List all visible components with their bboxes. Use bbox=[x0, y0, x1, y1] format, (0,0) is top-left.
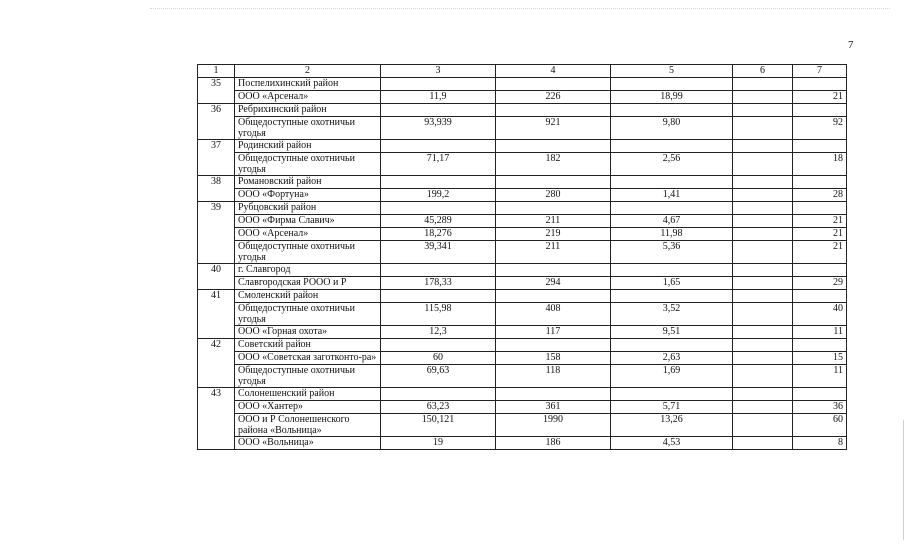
value-4-cell: 1990 bbox=[496, 414, 611, 437]
org-name-cell: ООО «Арсенал» bbox=[235, 228, 381, 241]
value-5-cell: 9,80 bbox=[611, 117, 733, 140]
value-5-cell: 11,98 bbox=[611, 228, 733, 241]
district-cell-5 bbox=[611, 290, 733, 303]
district-cell-5 bbox=[611, 140, 733, 153]
district-cell-4 bbox=[496, 140, 611, 153]
row-number: 39 bbox=[198, 202, 235, 264]
district-name: Романовский район bbox=[235, 176, 381, 189]
row-number: 41 bbox=[198, 290, 235, 339]
area-cell: 19 bbox=[381, 437, 496, 450]
org-name-cell: ООО «Советская заготконто-ра» bbox=[235, 352, 381, 365]
column-header-2: 2 bbox=[235, 65, 381, 78]
district-cell-4 bbox=[496, 104, 611, 117]
district-cell-7 bbox=[793, 140, 847, 153]
org-name-cell: ООО «Арсенал» bbox=[235, 91, 381, 104]
district-cell-7 bbox=[793, 339, 847, 352]
value-7-cell: 92 bbox=[793, 117, 847, 140]
table-row bbox=[198, 326, 847, 339]
district-cell-5 bbox=[611, 339, 733, 352]
table-row bbox=[198, 352, 847, 365]
table-row bbox=[198, 189, 847, 202]
area-cell: 199,2 bbox=[381, 189, 496, 202]
column-header-6: 6 bbox=[733, 65, 793, 78]
district-row bbox=[198, 176, 847, 189]
value-7-cell: 8 bbox=[793, 437, 847, 450]
value-6-cell bbox=[733, 303, 793, 326]
value-5-cell: 4,53 bbox=[611, 437, 733, 450]
area-cell: 45,289 bbox=[381, 215, 496, 228]
value-4-cell: 118 bbox=[496, 365, 611, 388]
district-cell-3 bbox=[381, 176, 496, 189]
value-7-cell: 40 bbox=[793, 303, 847, 326]
district-name: г. Славгород bbox=[235, 264, 381, 277]
district-cell-6 bbox=[733, 339, 793, 352]
page-number: 7 bbox=[848, 39, 854, 51]
table-row bbox=[198, 437, 847, 450]
district-cell-5 bbox=[611, 176, 733, 189]
table-row bbox=[198, 153, 847, 176]
value-5-cell: 2,63 bbox=[611, 352, 733, 365]
district-cell-5 bbox=[611, 78, 733, 91]
value-6-cell bbox=[733, 215, 793, 228]
district-row bbox=[198, 388, 847, 401]
district-cell-3 bbox=[381, 104, 496, 117]
row-number: 37 bbox=[198, 140, 235, 176]
area-cell: 93,939 bbox=[381, 117, 496, 140]
value-4-cell: 186 bbox=[496, 437, 611, 450]
org-name-cell: Славгородская РООО и Р bbox=[235, 277, 381, 290]
district-cell-3 bbox=[381, 78, 496, 91]
row-number: 43 bbox=[198, 388, 235, 450]
value-4-cell: 408 bbox=[496, 303, 611, 326]
district-cell-3 bbox=[381, 140, 496, 153]
value-4-cell: 921 bbox=[496, 117, 611, 140]
value-6-cell bbox=[733, 437, 793, 450]
value-6-cell bbox=[733, 241, 793, 264]
org-name-cell: ООО «Горная охота» bbox=[235, 326, 381, 339]
area-cell: 12,3 bbox=[381, 326, 496, 339]
value-6-cell bbox=[733, 414, 793, 437]
row-number: 38 bbox=[198, 176, 235, 202]
value-5-cell: 5,71 bbox=[611, 401, 733, 414]
value-7-cell: 15 bbox=[793, 352, 847, 365]
value-7-cell: 11 bbox=[793, 326, 847, 339]
table-row bbox=[198, 117, 847, 140]
district-row bbox=[198, 202, 847, 215]
table-row bbox=[198, 365, 847, 388]
district-cell-7 bbox=[793, 388, 847, 401]
district-cell-7 bbox=[793, 176, 847, 189]
column-header-3: 3 bbox=[381, 65, 496, 78]
value-4-cell: 117 bbox=[496, 326, 611, 339]
table-row bbox=[198, 277, 847, 290]
value-4-cell: 182 bbox=[496, 153, 611, 176]
value-6-cell bbox=[733, 117, 793, 140]
value-4-cell: 211 bbox=[496, 215, 611, 228]
value-6-cell bbox=[733, 352, 793, 365]
row-number: 35 bbox=[198, 78, 235, 104]
value-7-cell: 36 bbox=[793, 401, 847, 414]
value-6-cell bbox=[733, 189, 793, 202]
value-6-cell bbox=[733, 228, 793, 241]
district-name: Советский район bbox=[235, 339, 381, 352]
district-cell-3 bbox=[381, 290, 496, 303]
district-cell-6 bbox=[733, 104, 793, 117]
area-cell: 150,121 bbox=[381, 414, 496, 437]
area-cell: 11,9 bbox=[381, 91, 496, 104]
row-number: 36 bbox=[198, 104, 235, 140]
district-name: Поспелихинский район bbox=[235, 78, 381, 91]
value-7-cell: 11 bbox=[793, 365, 847, 388]
org-name-cell: ООО «Хантер» bbox=[235, 401, 381, 414]
district-cell-5 bbox=[611, 104, 733, 117]
district-cell-5 bbox=[611, 264, 733, 277]
district-cell-6 bbox=[733, 290, 793, 303]
value-7-cell: 29 bbox=[793, 277, 847, 290]
district-cell-6 bbox=[733, 264, 793, 277]
table-header-row bbox=[198, 65, 847, 78]
hunting-grounds-table bbox=[197, 64, 847, 450]
value-6-cell bbox=[733, 91, 793, 104]
value-7-cell: 21 bbox=[793, 241, 847, 264]
district-name: Рубцовский район bbox=[235, 202, 381, 215]
district-cell-3 bbox=[381, 202, 496, 215]
org-name-cell: ООО «Вольница» bbox=[235, 437, 381, 450]
district-cell-7 bbox=[793, 202, 847, 215]
org-name-cell: ООО «Фирма Славич» bbox=[235, 215, 381, 228]
district-cell-3 bbox=[381, 339, 496, 352]
table-row bbox=[198, 303, 847, 326]
table-row bbox=[198, 414, 847, 437]
table-row bbox=[198, 241, 847, 264]
value-5-cell: 1,69 bbox=[611, 365, 733, 388]
scan-artifact-top bbox=[150, 8, 890, 9]
column-header-4: 4 bbox=[496, 65, 611, 78]
district-name: Родинский район bbox=[235, 140, 381, 153]
district-name: Смоленский район bbox=[235, 290, 381, 303]
district-cell-4 bbox=[496, 202, 611, 215]
org-name-cell: ООО «Фортуна» bbox=[235, 189, 381, 202]
district-cell-6 bbox=[733, 176, 793, 189]
area-cell: 69,63 bbox=[381, 365, 496, 388]
district-cell-3 bbox=[381, 264, 496, 277]
value-6-cell bbox=[733, 153, 793, 176]
district-cell-7 bbox=[793, 290, 847, 303]
district-cell-5 bbox=[611, 202, 733, 215]
value-6-cell bbox=[733, 365, 793, 388]
value-4-cell: 219 bbox=[496, 228, 611, 241]
value-6-cell bbox=[733, 401, 793, 414]
value-5-cell: 2,56 bbox=[611, 153, 733, 176]
district-cell-4 bbox=[496, 176, 611, 189]
value-4-cell: 226 bbox=[496, 91, 611, 104]
district-cell-4 bbox=[496, 388, 611, 401]
row-number: 42 bbox=[198, 339, 235, 388]
value-5-cell: 9,51 bbox=[611, 326, 733, 339]
value-5-cell: 1,41 bbox=[611, 189, 733, 202]
value-7-cell: 60 bbox=[793, 414, 847, 437]
district-cell-6 bbox=[733, 140, 793, 153]
district-row bbox=[198, 339, 847, 352]
row-number: 40 bbox=[198, 264, 235, 290]
district-row bbox=[198, 264, 847, 277]
value-7-cell: 21 bbox=[793, 91, 847, 104]
org-name-cell: Общедоступные охотничьи угодья bbox=[235, 241, 381, 264]
org-name-cell: Общедоступные охотничьи угодья bbox=[235, 153, 381, 176]
column-header-1: 1 bbox=[198, 65, 235, 78]
district-cell-7 bbox=[793, 264, 847, 277]
area-cell: 115,98 bbox=[381, 303, 496, 326]
org-name-cell: Общедоступные охотничьи угодья bbox=[235, 117, 381, 140]
value-5-cell: 5,36 bbox=[611, 241, 733, 264]
scan-artifact-right bbox=[903, 420, 904, 540]
value-7-cell: 28 bbox=[793, 189, 847, 202]
value-5-cell: 4,67 bbox=[611, 215, 733, 228]
area-cell: 71,17 bbox=[381, 153, 496, 176]
district-cell-4 bbox=[496, 290, 611, 303]
value-5-cell: 3,52 bbox=[611, 303, 733, 326]
district-cell-6 bbox=[733, 202, 793, 215]
value-4-cell: 211 bbox=[496, 241, 611, 264]
value-6-cell bbox=[733, 326, 793, 339]
area-cell: 178,33 bbox=[381, 277, 496, 290]
value-4-cell: 361 bbox=[496, 401, 611, 414]
value-7-cell: 21 bbox=[793, 228, 847, 241]
value-5-cell: 1,65 bbox=[611, 277, 733, 290]
district-cell-4 bbox=[496, 339, 611, 352]
value-4-cell: 294 bbox=[496, 277, 611, 290]
value-5-cell: 18,99 bbox=[611, 91, 733, 104]
district-name: Ребрихинский район bbox=[235, 104, 381, 117]
table-row bbox=[198, 228, 847, 241]
district-cell-7 bbox=[793, 104, 847, 117]
value-5-cell: 13,26 bbox=[611, 414, 733, 437]
table-body bbox=[198, 78, 847, 450]
area-cell: 39,341 bbox=[381, 241, 496, 264]
district-cell-5 bbox=[611, 388, 733, 401]
value-6-cell bbox=[733, 277, 793, 290]
column-header-5: 5 bbox=[611, 65, 733, 78]
district-row bbox=[198, 104, 847, 117]
district-cell-4 bbox=[496, 78, 611, 91]
area-cell: 63,23 bbox=[381, 401, 496, 414]
district-row bbox=[198, 78, 847, 91]
org-name-cell: Общедоступные охотничьи угодья bbox=[235, 365, 381, 388]
org-name-cell: ООО и Р Солонешенского района «Вольница» bbox=[235, 414, 381, 437]
district-row bbox=[198, 290, 847, 303]
district-cell-4 bbox=[496, 264, 611, 277]
org-name-cell: Общедоступные охотничьи угодья bbox=[235, 303, 381, 326]
district-row bbox=[198, 140, 847, 153]
table-row bbox=[198, 215, 847, 228]
district-cell-6 bbox=[733, 78, 793, 91]
district-name: Солонешенский район bbox=[235, 388, 381, 401]
district-cell-7 bbox=[793, 78, 847, 91]
district-cell-6 bbox=[733, 388, 793, 401]
value-4-cell: 280 bbox=[496, 189, 611, 202]
table-row bbox=[198, 91, 847, 104]
table-row bbox=[198, 401, 847, 414]
value-7-cell: 21 bbox=[793, 215, 847, 228]
column-header-7: 7 bbox=[793, 65, 847, 78]
value-7-cell: 18 bbox=[793, 153, 847, 176]
district-cell-3 bbox=[381, 388, 496, 401]
area-cell: 60 bbox=[381, 352, 496, 365]
area-cell: 18,276 bbox=[381, 228, 496, 241]
value-4-cell: 158 bbox=[496, 352, 611, 365]
